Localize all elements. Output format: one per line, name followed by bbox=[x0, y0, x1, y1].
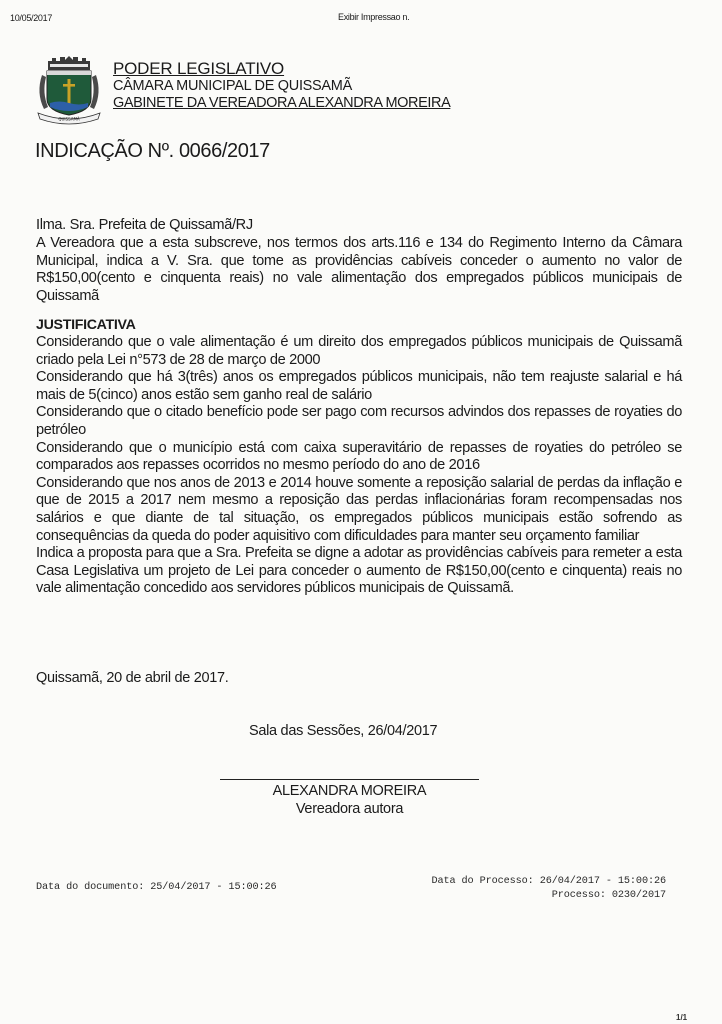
place-date: Quissamã, 20 de abril de 2017. bbox=[36, 670, 229, 686]
justification-paragraph: Considerando que nos anos de 2013 e 2014 houve somente a reposição salarial de perdas da inflação e que de 2015 a 2017 nem mesmo a reposição das perdas inflacionárias foram recompensadas nos salários e que diante de tal situação, os empregados públicos municipais estão sofrendo as consequências da queda do poder aquisitivo com dificuldades para manter seu orçamento familiar bbox=[36, 474, 682, 544]
crest-text: QUISSAMÃ bbox=[58, 116, 80, 122]
addressee: Ilma. Sra. Prefeita de Quissamã/RJ bbox=[36, 217, 253, 233]
document-date: Data do documento: 25/04/2017 - 15:00:26 bbox=[36, 882, 277, 893]
coat-of-arms-icon bbox=[34, 53, 104, 125]
org-cabinet: GABINETE DA VEREADORA ALEXANDRA MOREIRA bbox=[113, 95, 451, 111]
document-title: INDICAÇÃO Nº. 0066/2017 bbox=[35, 140, 270, 162]
intro-paragraph: A Vereadora que a esta subscreve, nos termos dos arts.116 e 134 do Regimento Interno da Câmara Municipal, indica a V. Sra. que tome as providências cabíveis conceder o aumento no valor de R$150,00(cento e cinquenta reais) no vale alimentação dos empregados públicos municipais de Quissamã bbox=[36, 235, 682, 304]
justification-paragraph: Considerando que há 3(três) anos os empregados públicos municipais, não tem reajuste salarial e há mais de 5(cinco) anos estão sem ganho real de salário bbox=[36, 369, 682, 403]
process-date: Data do Processo: 26/04/2017 - 15:00:26 bbox=[431, 876, 666, 887]
print-date: 10/05/2017 bbox=[10, 13, 53, 23]
print-title: Exibir Impressao n. bbox=[338, 12, 410, 22]
page-number: 1/1 bbox=[676, 1013, 688, 1022]
process-number: Processo: 0230/2017 bbox=[551, 890, 666, 901]
org-chamber: CÂMARA MUNICIPAL DE QUISSAMÃ bbox=[113, 78, 352, 94]
justification-paragraph: Considerando que o vale alimentação é um direito dos empregados públicos municipais de Quissamã criado pela Lei n°573 de 28 de março de 2000 bbox=[36, 334, 682, 368]
justification-heading: JUSTIFICATIVA bbox=[36, 317, 136, 333]
signer-role: Vereadora autora bbox=[295, 801, 404, 817]
justification-body bbox=[36, 334, 682, 598]
justification-paragraph: Considerando que o município está com caixa superavitário de repasses de royaties do petróleo se comparados aos repasses ocorridos no mesmo período do ano de 2016 bbox=[36, 439, 682, 474]
justification-paragraph: Considerando que o citado benefício pode ser pago com recursos advindos dos repasses de royaties do petróleo bbox=[36, 404, 682, 438]
signer-name: ALEXANDRA MOREIRA bbox=[272, 783, 427, 799]
session-date: Sala das Sessões, 26/04/2017 bbox=[249, 723, 438, 739]
organization-header bbox=[113, 60, 450, 112]
org-title: PODER LEGISLATIVO bbox=[113, 59, 285, 78]
justification-paragraph: Indica a proposta para que a Sra. Prefeita se digne a adotar as providências cabíveis para remeter a esta Casa Legislativa um projeto de Lei para conceder o aumento de R$150,00(cento e cinquenta) reais no vale alimentação concedido aos servidores públicos municipais de Quissamã. bbox=[36, 545, 682, 597]
signature-line bbox=[220, 779, 479, 780]
